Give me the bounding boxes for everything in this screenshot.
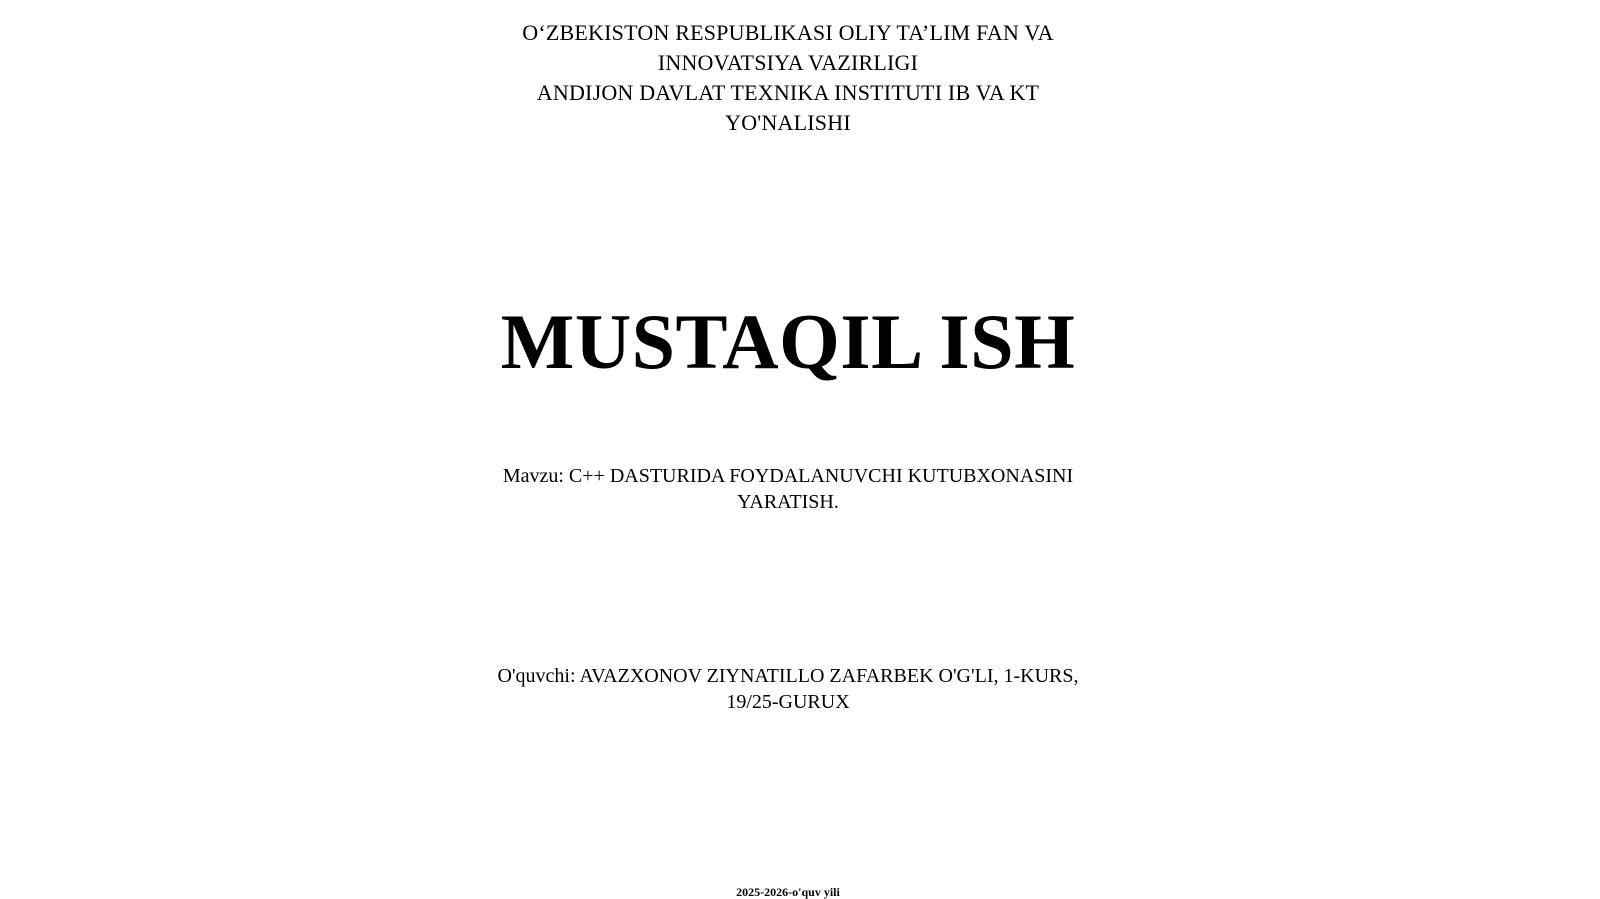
header-line-institute-2: YO'NALISHI (725, 110, 851, 135)
header-line-ministry-2: INNOVATSIYA VAZIRLIGI (657, 50, 919, 75)
topic-line-1: Mavzu: C++ DASTURIDA FOYDALANUVCHI KUTUBXONASINI (502, 465, 1074, 487)
student-line-1: O'quvchi: AVAZXONOV ZIYNATILLO ZAFARBEK O'G'LI, 1-KURS, (497, 665, 1079, 687)
institution-header (488, 18, 1088, 138)
topic-block (488, 463, 1088, 515)
header-line-institute-1: ANDIJON DAVLAT TEXNIKA INSTITUTI IB VA KT (536, 80, 1040, 105)
academic-year: 2025-2026-o'quv yili (736, 885, 840, 899)
document-title: MUSTAQIL ISH (500, 298, 1076, 385)
student-block (478, 663, 1098, 715)
topic-line-2: YARATISH. (737, 491, 839, 513)
header-line-ministry-1: O‘ZBEKISTON RESPUBLIKASI OLIY TA’LIM FAN VA (522, 20, 1054, 45)
student-line-2: 19/25-GURUX (726, 691, 850, 713)
